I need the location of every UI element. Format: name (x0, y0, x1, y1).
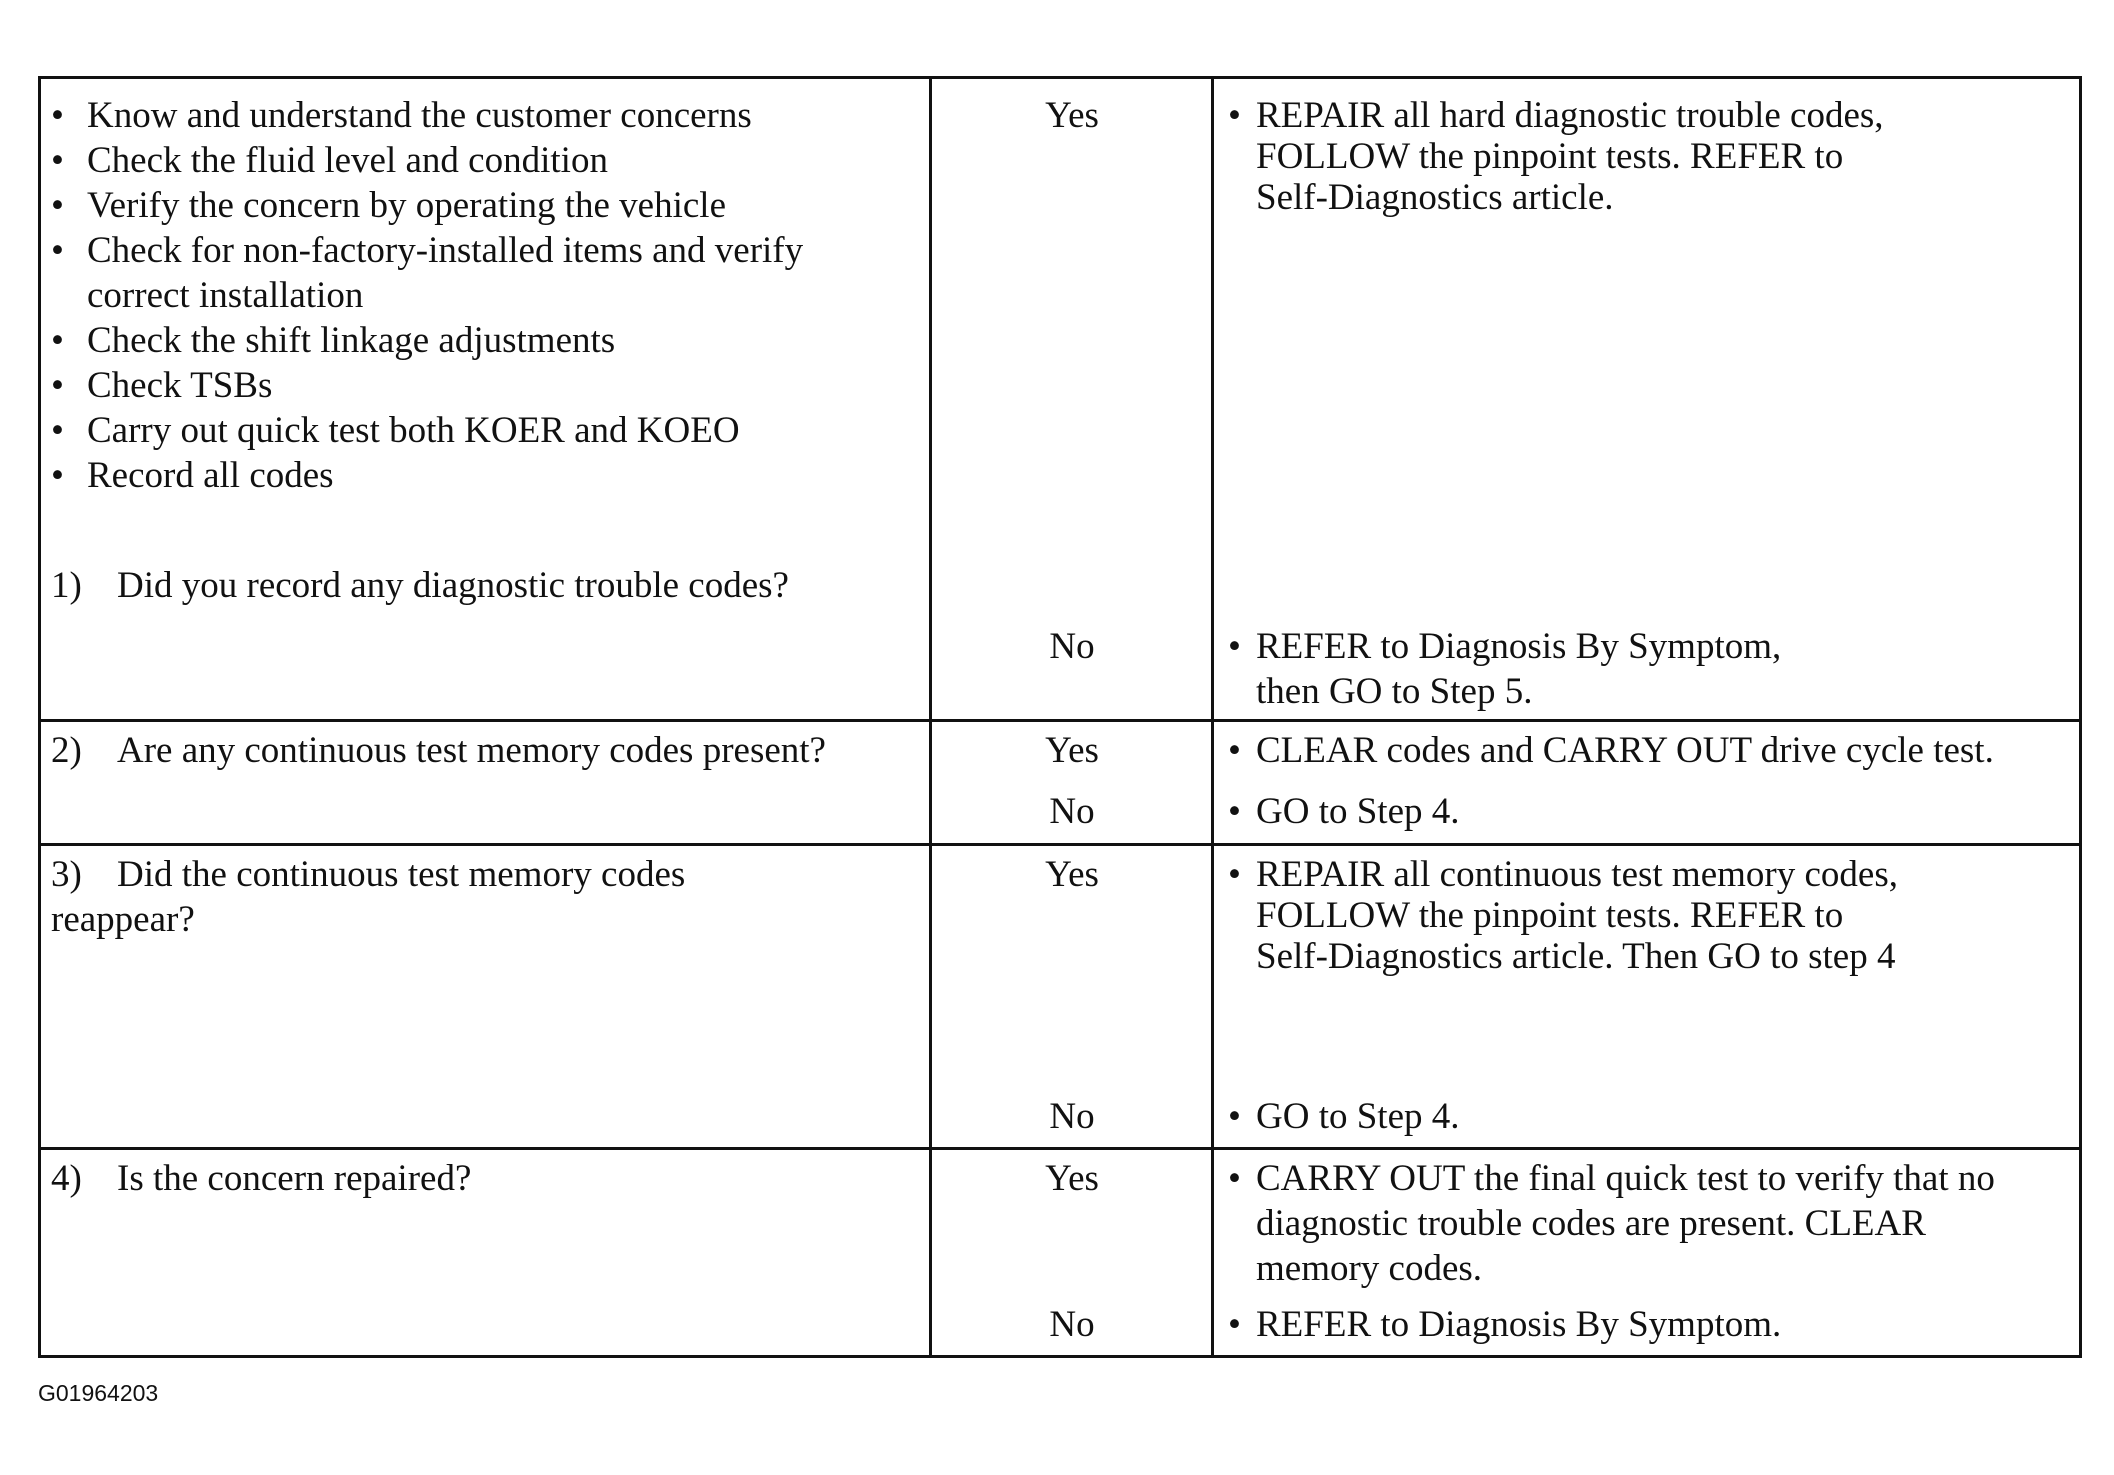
no-label: No (1049, 1304, 1095, 1345)
yes-action: • CARRY OUT the final quick test to verify that no diagnostic trouble codes are present. CLEAR memory codes. (1228, 1158, 1995, 1289)
figure-id: G01964203 (38, 1380, 159, 1406)
no-label: No (1049, 1096, 1095, 1137)
checklist-item: • Know and understand the customer concerns (51, 95, 752, 136)
step-number: 3) (51, 854, 82, 895)
no-action: • GO to Step 4. (1228, 791, 1460, 832)
yes-action: • CLEAR codes and CARRY OUT drive cycle test. (1228, 730, 1994, 771)
no-action: • REFER to Diagnosis By Symptom. (1228, 1304, 1782, 1345)
checklist-item: • Check for non-factory-installed items and verify (51, 230, 804, 271)
checklist-item: • Carry out quick test both KOER and KOEO (51, 410, 740, 451)
checklist-item: • Check TSBs (51, 365, 273, 406)
step-number: 2) (51, 730, 82, 771)
yes-action: • REPAIR all continuous test memory codes, FOLLOW the pinpoint tests. REFER to Self-Diagnostics article. Then GO to step 4 (1228, 854, 1898, 977)
step-question: 4) Is the concern repaired? (51, 1158, 472, 1199)
step-number: 1) (51, 565, 82, 606)
step-question: 2) Are any continuous test memory codes present? (51, 730, 826, 771)
yes-label: Yes (1045, 95, 1099, 136)
yes-action: • REPAIR all hard diagnostic trouble codes, FOLLOW the pinpoint tests. REFER to Self-Diagnostics article. (1228, 95, 1884, 218)
checklist-item: • Record all codes (51, 455, 334, 496)
checklist-item: • Check the fluid level and condition (51, 140, 608, 181)
no-label: No (1049, 626, 1095, 667)
no-action: • REFER to Diagnosis By Symptom, then GO to Step 5. (1228, 626, 1782, 712)
checklist-item: • Verify the concern by operating the vehicle (51, 185, 727, 226)
diagnostic-table (38, 76, 2082, 1358)
checklist-item: • Check the shift linkage adjustments (51, 320, 616, 361)
column-divider (929, 79, 932, 719)
no-action: • GO to Step 4. (1228, 1096, 1460, 1137)
yes-label: Yes (1045, 1158, 1099, 1199)
yes-label: Yes (1045, 730, 1099, 771)
step-row-1 (41, 79, 2079, 719)
no-label: No (1049, 791, 1095, 832)
step-question: 3) Did the continuous test memory codes reappear? (51, 854, 686, 940)
yes-label: Yes (1045, 854, 1099, 895)
precheck-list (41, 93, 803, 498)
checklist-item-continuation: correct installation (87, 275, 364, 316)
step-row-4 (41, 1147, 2079, 1355)
step-number: 4) (51, 1158, 82, 1199)
step-row-2 (41, 719, 2079, 843)
step-question: 1) Did you record any diagnostic trouble codes? (51, 565, 789, 606)
step-row-3 (41, 843, 2079, 1147)
